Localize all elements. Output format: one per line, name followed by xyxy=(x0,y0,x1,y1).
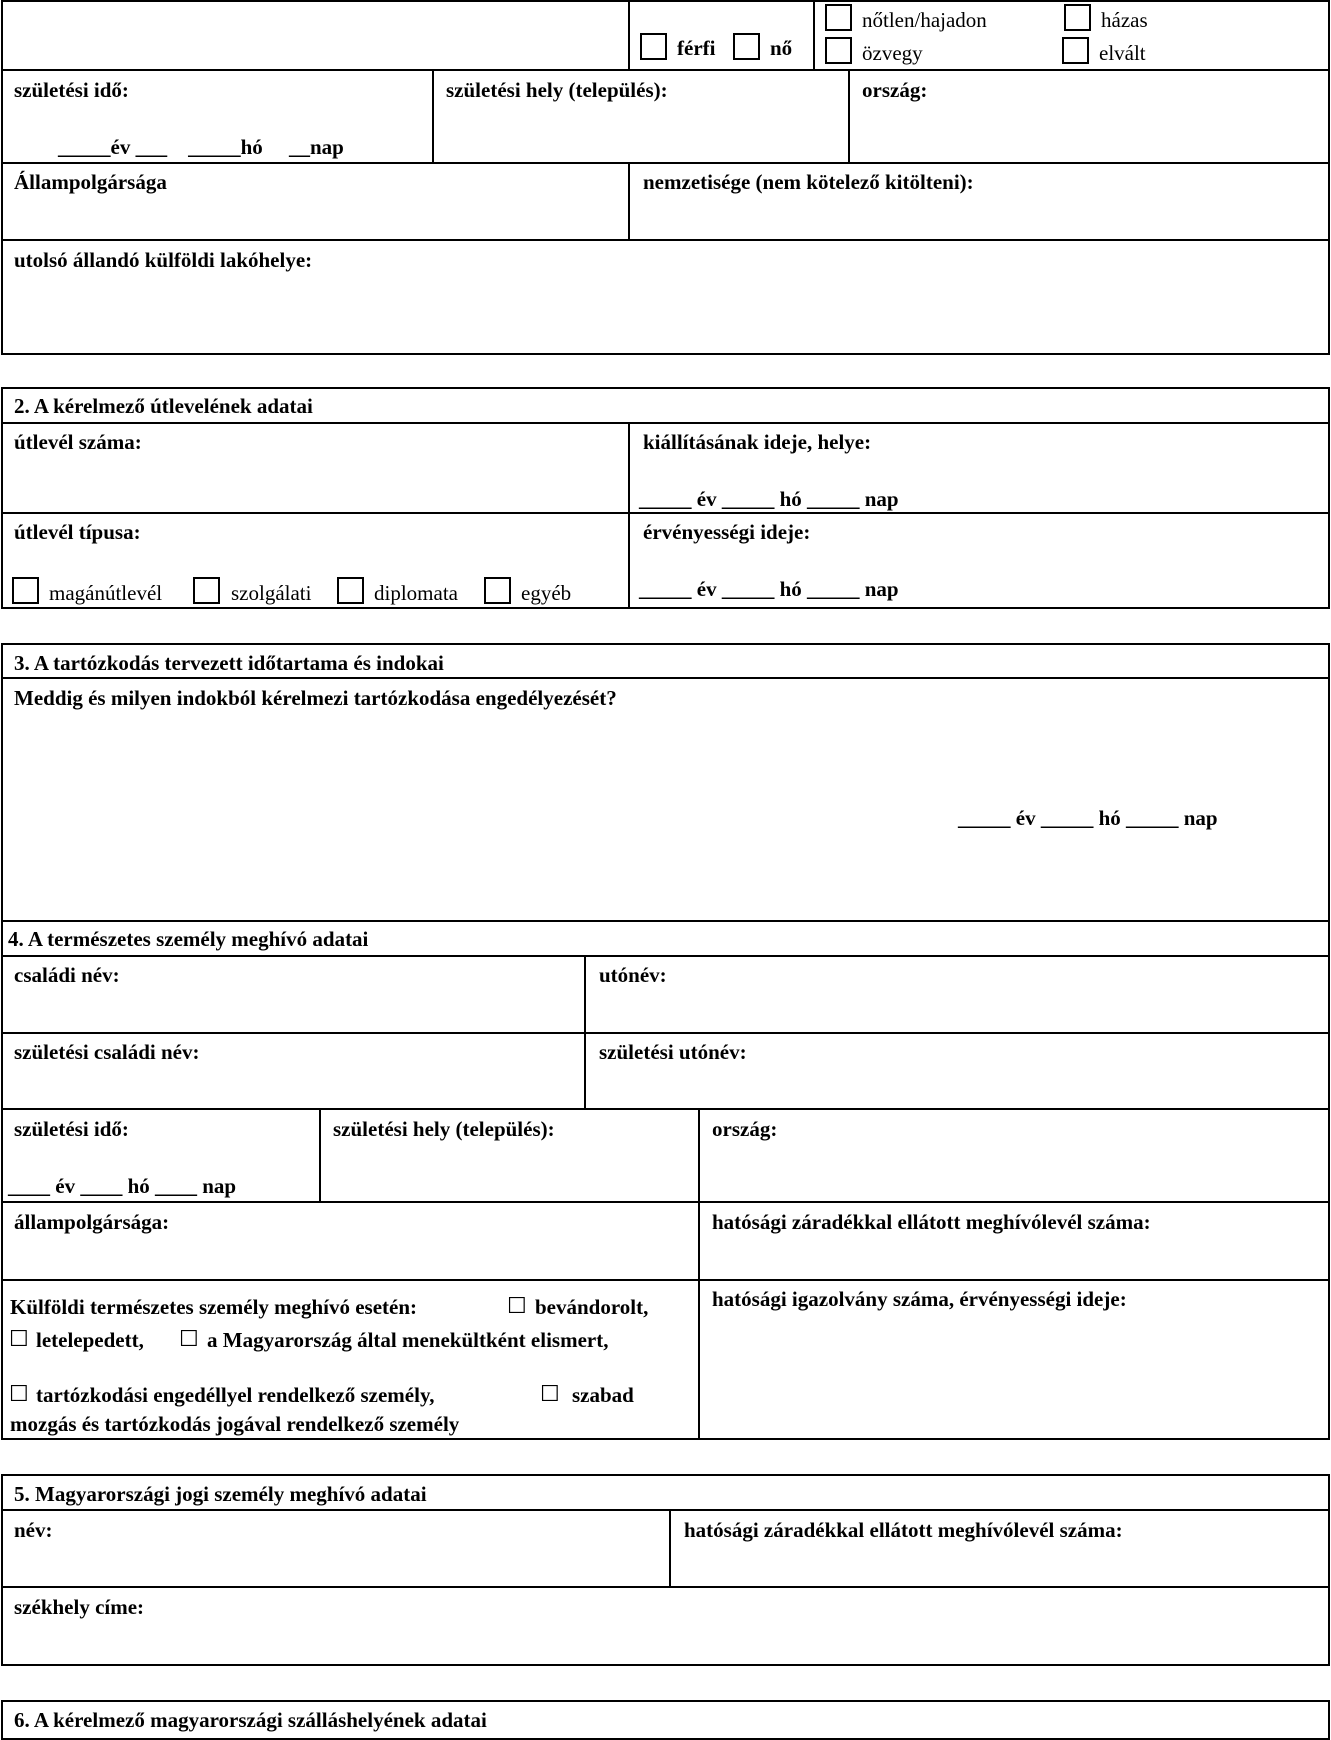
married-label: házas xyxy=(1101,8,1148,32)
type-service-label: szolgálati xyxy=(231,581,312,605)
divider xyxy=(1,1108,1330,1110)
divider xyxy=(813,0,815,70)
divider xyxy=(319,1108,321,1202)
divider xyxy=(584,955,586,1109)
issue-date-field[interactable]: _____ év _____ hó _____ nap xyxy=(639,487,899,511)
section-4-title: 4. A természetes személy meghívó adatai xyxy=(8,927,369,951)
legal-invitation-number-label: hatósági záradékkal ellátott meghívólevél száma: xyxy=(684,1518,1123,1542)
type-diplomat-label: diplomata xyxy=(374,581,458,605)
divider xyxy=(1,512,1330,514)
settled-checkbox[interactable]: ☐ xyxy=(9,1326,29,1351)
legal-entity-name-label: név: xyxy=(14,1518,53,1542)
male-label: férfi xyxy=(677,36,716,60)
type-private-checkbox[interactable] xyxy=(12,577,39,604)
last-residence-label: utolsó állandó külföldi lakóhelye: xyxy=(14,248,313,272)
birth-date-label: születési idő: xyxy=(14,78,129,102)
divider xyxy=(669,1509,671,1587)
residence-permit-label: tartózkodási engedéllyel rendelkező személy, xyxy=(36,1383,435,1407)
family-name-label: családi név: xyxy=(14,963,120,987)
divider xyxy=(1,1201,1330,1203)
male-checkbox[interactable] xyxy=(640,33,667,60)
given-name-label: utónév: xyxy=(599,963,667,987)
divider xyxy=(698,1108,700,1440)
seat-address-label: székhely címe: xyxy=(14,1595,145,1619)
section-2-title: 2. A kérelmező útlevelének adatai xyxy=(14,394,313,418)
divider xyxy=(848,69,850,163)
divider xyxy=(1,239,1330,241)
type-diplomat-checkbox[interactable] xyxy=(337,577,364,604)
section-5-title: 5. Magyarországi jogi személy meghívó adatai xyxy=(14,1482,427,1506)
settled-label: letelepedett, xyxy=(36,1328,144,1352)
foreign-inviter-label: Külföldi természetes személy meghívó esetén: xyxy=(10,1295,418,1319)
divider xyxy=(628,0,630,70)
divider xyxy=(628,162,630,240)
immigrant-checkbox[interactable]: ☐ xyxy=(507,1293,527,1318)
type-other-label: egyéb xyxy=(521,581,572,605)
nationality-label: nemzetisége (nem kötelező kitölteni): xyxy=(643,170,974,194)
divider xyxy=(1,162,1330,164)
birth-date-field[interactable]: _____év ___ _____hó __nap xyxy=(58,135,344,159)
birth-given-name-label: születési utónév: xyxy=(599,1040,747,1064)
authority-id-label: hatósági igazolvány száma, érvényességi ideje: xyxy=(712,1287,1127,1311)
divider xyxy=(1,920,1330,922)
free-movement-label-1: szabad xyxy=(572,1383,634,1407)
inviter-country-label: ország: xyxy=(712,1117,778,1141)
passport-number-label: útlevél száma: xyxy=(14,430,142,454)
widowed-label: özvegy xyxy=(862,41,923,65)
citizenship-label: Állampolgársága xyxy=(14,170,167,194)
type-private-label: magánútlevél xyxy=(49,581,163,605)
residence-permit-checkbox[interactable]: ☐ xyxy=(9,1381,29,1406)
inviter-birth-date-field[interactable]: ____ év ____ hó ____ nap xyxy=(8,1174,237,1198)
divider xyxy=(1,1279,1330,1281)
divider xyxy=(1,422,1330,424)
divider xyxy=(1,1586,1330,1588)
type-other-checkbox[interactable] xyxy=(484,577,511,604)
issue-label: kiállításának ideje, helye: xyxy=(643,430,872,454)
divider xyxy=(432,69,434,163)
female-label: nő xyxy=(770,36,793,60)
passport-type-label: útlevél típusa: xyxy=(14,520,141,544)
divorced-label: elvált xyxy=(1099,41,1146,65)
inviter-citizenship-label: állampolgársága: xyxy=(14,1210,170,1234)
refugee-checkbox[interactable]: ☐ xyxy=(179,1326,199,1351)
married-checkbox[interactable] xyxy=(1064,4,1091,31)
type-service-checkbox[interactable] xyxy=(193,577,220,604)
inviter-birth-place-label: születési hely (település): xyxy=(333,1117,555,1141)
divider xyxy=(1,677,1330,679)
female-checkbox[interactable] xyxy=(733,33,760,60)
divider xyxy=(1,955,1330,957)
widowed-checkbox[interactable] xyxy=(825,37,852,64)
section-6-title: 6. A kérelmező magyarországi szálláshelyének adatai xyxy=(14,1708,487,1732)
single-checkbox[interactable] xyxy=(825,4,852,31)
inviter-birth-date-label: születési idő: xyxy=(14,1117,129,1141)
country-label: ország: xyxy=(862,78,928,102)
validity-date-field[interactable]: _____ év _____ hó _____ nap xyxy=(639,577,899,601)
immigrant-label: bevándorolt, xyxy=(535,1295,649,1319)
refugee-label: a Magyarország által menekültként elismert, xyxy=(207,1328,609,1352)
divider xyxy=(1,1032,1330,1034)
invitation-number-label: hatósági záradékkal ellátott meghívólevél száma: xyxy=(712,1210,1151,1234)
divider xyxy=(1,69,1330,71)
birth-family-name-label: születési családi név: xyxy=(14,1040,200,1064)
single-label: nőtlen/hajadon xyxy=(862,8,987,32)
free-movement-label-2: mozgás és tartózkodás jogával rendelkező személy xyxy=(10,1412,460,1436)
stay-reason-question: Meddig és milyen indokból kérelmezi tartózkodása engedélyezését? xyxy=(14,686,617,710)
stay-duration-field[interactable]: _____ év _____ hó _____ nap xyxy=(958,806,1218,830)
divider xyxy=(1,1509,1330,1511)
divider xyxy=(628,422,630,608)
divorced-checkbox[interactable] xyxy=(1062,37,1089,64)
free-movement-checkbox[interactable]: ☐ xyxy=(540,1381,560,1406)
validity-label: érvényességi ideje: xyxy=(643,520,811,544)
birth-place-label: születési hely (település): xyxy=(446,78,668,102)
section-3-title: 3. A tartózkodás tervezett időtartama és indokai xyxy=(14,651,444,675)
